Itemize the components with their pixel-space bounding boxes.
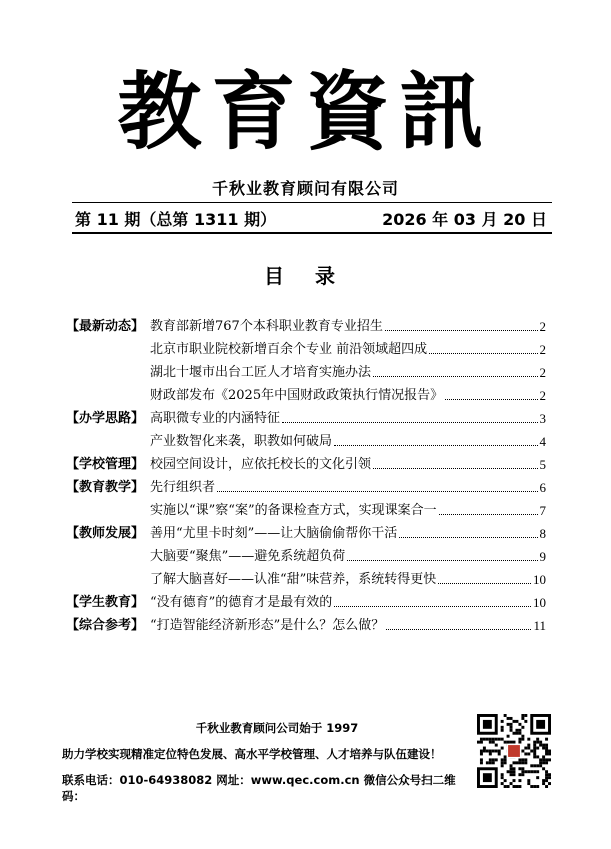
toc-entry[interactable] xyxy=(66,454,546,477)
toc-page-number: 11 xyxy=(533,618,546,633)
toc-leader-dots xyxy=(385,316,538,331)
footer-contact: 联系电话：010-64938082 网址：www.qec.com.cn 微信公众号扫二维码： xyxy=(62,773,456,803)
toc-entry[interactable] xyxy=(66,316,546,339)
toc-entry[interactable] xyxy=(66,546,546,569)
toc-page-number: 2 xyxy=(539,319,546,334)
toc-entry-line xyxy=(150,592,546,614)
toc-entry[interactable] xyxy=(66,615,546,638)
issue-date: 2026 年 03 月 20 日 xyxy=(382,210,547,229)
toc-page-number: 2 xyxy=(539,365,546,380)
toc-entry-line xyxy=(150,477,546,499)
toc-entry[interactable] xyxy=(66,339,546,362)
toc-page-number: 3 xyxy=(539,411,546,426)
toc-leader-dots xyxy=(282,408,537,423)
footer-slogan: 助力学校实现精准定位特色发展、高水平学校管理、人才培养与队伍建设！ xyxy=(62,747,442,761)
toc-entry-title: “打造智能经济新形态”是什么？怎么做？ xyxy=(150,618,385,633)
issue-line xyxy=(75,205,549,229)
toc-entry[interactable] xyxy=(66,385,546,408)
toc-entry-line xyxy=(150,500,546,522)
toc-entry-line xyxy=(150,569,546,591)
toc-page-number: 6 xyxy=(539,480,546,495)
toc-entry[interactable] xyxy=(66,431,546,454)
toc-page-number: 5 xyxy=(539,457,546,472)
toc-entry[interactable] xyxy=(66,523,546,546)
toc-page-number: 7 xyxy=(539,503,546,518)
toc-entry[interactable] xyxy=(66,477,546,500)
toc-page-number: 2 xyxy=(539,388,546,403)
toc-leader-dots xyxy=(334,431,537,446)
footer-founded: 千秋业教育顾问公司始于 1997 xyxy=(195,721,359,735)
toc-entry-title: 北京市职业院校新增百余个专业 前沿领域超四成 xyxy=(150,342,428,357)
toc-leader-dots xyxy=(399,523,537,538)
toc-entry[interactable] xyxy=(66,592,546,615)
toc-entry-title: 实施以“课”察“案”的备课检查方式，实现课案合一 xyxy=(150,503,437,518)
toc-page-number: 2 xyxy=(539,342,546,357)
toc-entry-title: 先行组织者 xyxy=(150,480,216,495)
toc-page-number: 9 xyxy=(539,549,546,564)
toc-page-number: 8 xyxy=(539,526,546,541)
toc-entry-line xyxy=(150,339,546,361)
toc-section: 【办学思路】 xyxy=(66,411,145,426)
toc-leader-dots xyxy=(445,385,537,400)
masthead-title: 教育資訊 xyxy=(117,62,494,161)
qr-code-icon xyxy=(477,714,551,788)
toc-leader-dots xyxy=(347,546,537,561)
toc-section: 【综合参考】 xyxy=(66,618,145,633)
toc-entry-line xyxy=(150,523,546,545)
toc-entry-line xyxy=(150,454,546,476)
toc-section: 【教育教学】 xyxy=(66,480,145,495)
toc-entry-title: 财政部发布《2025年中国财政政策执行情况报告》 xyxy=(150,388,444,403)
toc-entry-line xyxy=(150,408,546,430)
toc-entry[interactable] xyxy=(66,500,546,523)
toc-leader-dots xyxy=(439,500,538,515)
toc-page-number: 10 xyxy=(533,595,546,610)
toc-entry-line xyxy=(150,615,546,637)
toc-leader-dots xyxy=(373,454,537,469)
toc-entry[interactable] xyxy=(66,408,546,431)
toc-entry-line xyxy=(150,385,546,407)
toc-entry-line xyxy=(150,316,546,338)
toc-leader-dots xyxy=(438,569,531,584)
company-name: 千秋业教育顾问有限公司 xyxy=(211,179,399,198)
toc-entry[interactable] xyxy=(66,569,546,592)
issue-number: 第 11 期（总第 1311 期） xyxy=(75,210,277,229)
toc-page-number: 10 xyxy=(533,572,546,587)
toc-entry-title: 高职微专业的内涵特征 xyxy=(150,411,281,426)
top-rule xyxy=(72,202,552,203)
toc-entry-title: 了解大脑喜好——认准“甜”味营养，系统转得更快 xyxy=(150,572,437,587)
toc-leader-dots xyxy=(386,615,531,630)
toc-entry-title: 教育部新增767个本科职业教育专业招生 xyxy=(150,319,383,334)
toc-leader-dots xyxy=(217,477,537,492)
toc-entry-title: 产业数智化来袭，职教如何破局 xyxy=(150,434,333,449)
toc-entry-line xyxy=(150,431,546,453)
toc-section: 【学校管理】 xyxy=(66,457,145,472)
toc-entry[interactable] xyxy=(66,362,546,385)
toc-section: 【学生教育】 xyxy=(66,595,145,610)
table-of-contents xyxy=(66,316,546,638)
toc-leader-dots xyxy=(429,339,537,354)
bottom-rule xyxy=(72,232,552,234)
toc-leader-dots xyxy=(373,362,537,377)
toc-entry-title: 善用“尤里卡时刻”——让大脑偷偷帮你干活 xyxy=(150,526,398,541)
toc-entry-title: 校园空间设计，应依托校长的文化引领 xyxy=(150,457,372,472)
toc-entry-line xyxy=(150,546,546,568)
toc-title: 目 录 xyxy=(264,264,347,288)
toc-entry-title: 大脑要“聚焦”——避免系统超负荷 xyxy=(150,549,346,564)
toc-page-number: 4 xyxy=(539,434,546,449)
toc-entry-title: 湖北十堰市出台工匠人才培育实施办法 xyxy=(150,365,372,380)
toc-leader-dots xyxy=(334,592,531,607)
toc-section: 【教师发展】 xyxy=(66,526,145,541)
toc-section: 【最新动态】 xyxy=(66,319,145,334)
toc-entry-line xyxy=(150,362,546,384)
toc-entry-title: “没有德育”的德育才是最有效的 xyxy=(150,595,333,610)
